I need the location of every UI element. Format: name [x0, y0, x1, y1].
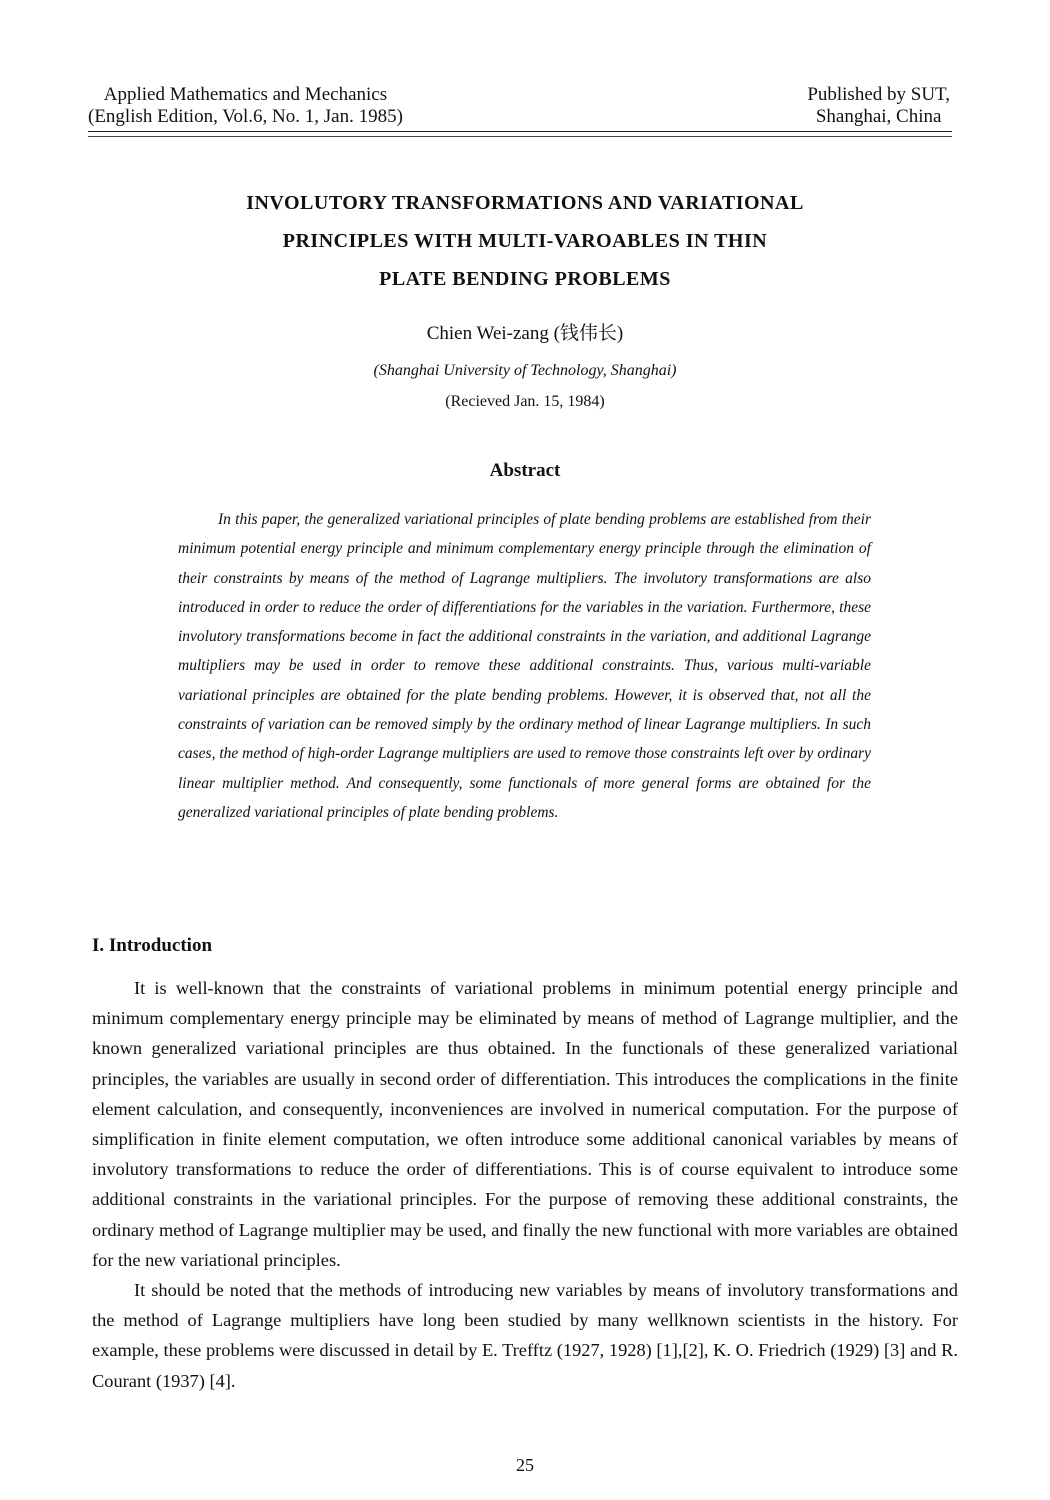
paragraph-1: It is well-known that the constraints of variational problems in minimum potential energy principle and minimum complementary energy principle may be eliminated by means of method of Lagrange multiplier, and the known generalized variational principles are thus obtained. In the functionals of these generalized variational principles, the variables are usually in second order of differentiation. This introduces the complications in the finite element calculation, and consequently, inconveniences are involved in numerical computation. For the purpose of simplification in finite element computation, we often introduce some additional canonical variables by means of involutory transformations to reduce the order of differentiations. This is of course equivalent to introduce some additional constraints in the variational principles. For the purpose of removing these additional constraints, the ordinary method of Lagrange multiplier may be used, and finally the new functional with more variables are obtained for the new variational principles. — [92, 978, 958, 1270]
paper-title — [100, 184, 950, 298]
header-rule-thin — [88, 136, 952, 137]
paragraph-2: It should be noted that the methods of introducing new variables by means of involutory transformations and the method of Lagrange multipliers have long been studied by many wellknown scientists in the history. For example, these problems were discussed in detail by E. Trefftz (1927, 1928) [1],[2], K. O. Friedrich (1929) [3] and R. Courant (1937) [4]. — [92, 1280, 958, 1391]
title-line-2: PRINCIPLES WITH MULTI-VAROABLES IN THIN — [282, 230, 768, 252]
journal-name: Applied Mathematics and Mechanics — [103, 84, 388, 105]
publisher-name: Published by SUT, — [807, 84, 950, 105]
title-line-1: INVOLUTORY TRANSFORMATIONS AND VARIATIONAL — [246, 192, 804, 214]
title-line-3: PLATE BENDING PROBLEMS — [379, 268, 671, 290]
abstract-heading: Abstract — [489, 460, 561, 481]
publisher-info — [807, 84, 950, 128]
publisher-location: Shanghai, China — [815, 106, 942, 127]
section-heading: I. Introduction — [92, 935, 213, 956]
journal-info — [88, 84, 403, 128]
author-name: Chien Wei-zang (钱伟长) — [426, 323, 624, 344]
author-affiliation: (Shanghai University of Technology, Shanghai) — [373, 362, 677, 379]
header-rule — [88, 131, 952, 132]
abstract-text: In this paper, the generalized variational principles of plate bending problems are established from their minimum potential energy principle and minimum complementary energy principle through the elimination of their constraints by means of the method of Lagrange multipliers. The involutory transformations are also introduced in order to reduce the order of differentiations for the variables in the variation. Furthermore, these involutory transformations become in fact the additional constraints in the variation, and additional Lagrange multipliers may be used in order to remove these additional constraints. Thus, various multi-variable variational principles are obtained for the plate bending problems. However, it is observed that, not all the constraints of variation can be removed simply by the ordinary method of linear Lagrange multipliers. In such cases, the method of high-order Lagrange multipliers are used to remove those constraints left over by ordinary linear multiplier method. And consequently, some functionals of more general forms are obtained for the generalized variational principles of plate bending problems. — [178, 511, 871, 821]
received-date: (Recieved Jan. 15, 1984) — [445, 393, 605, 410]
running-header — [88, 84, 950, 132]
journal-edition: (English Edition, Vol.6, No. 1, Jan. 1985) — [88, 106, 403, 127]
page-number: 25 — [516, 1455, 534, 1475]
section-body — [92, 973, 958, 1396]
